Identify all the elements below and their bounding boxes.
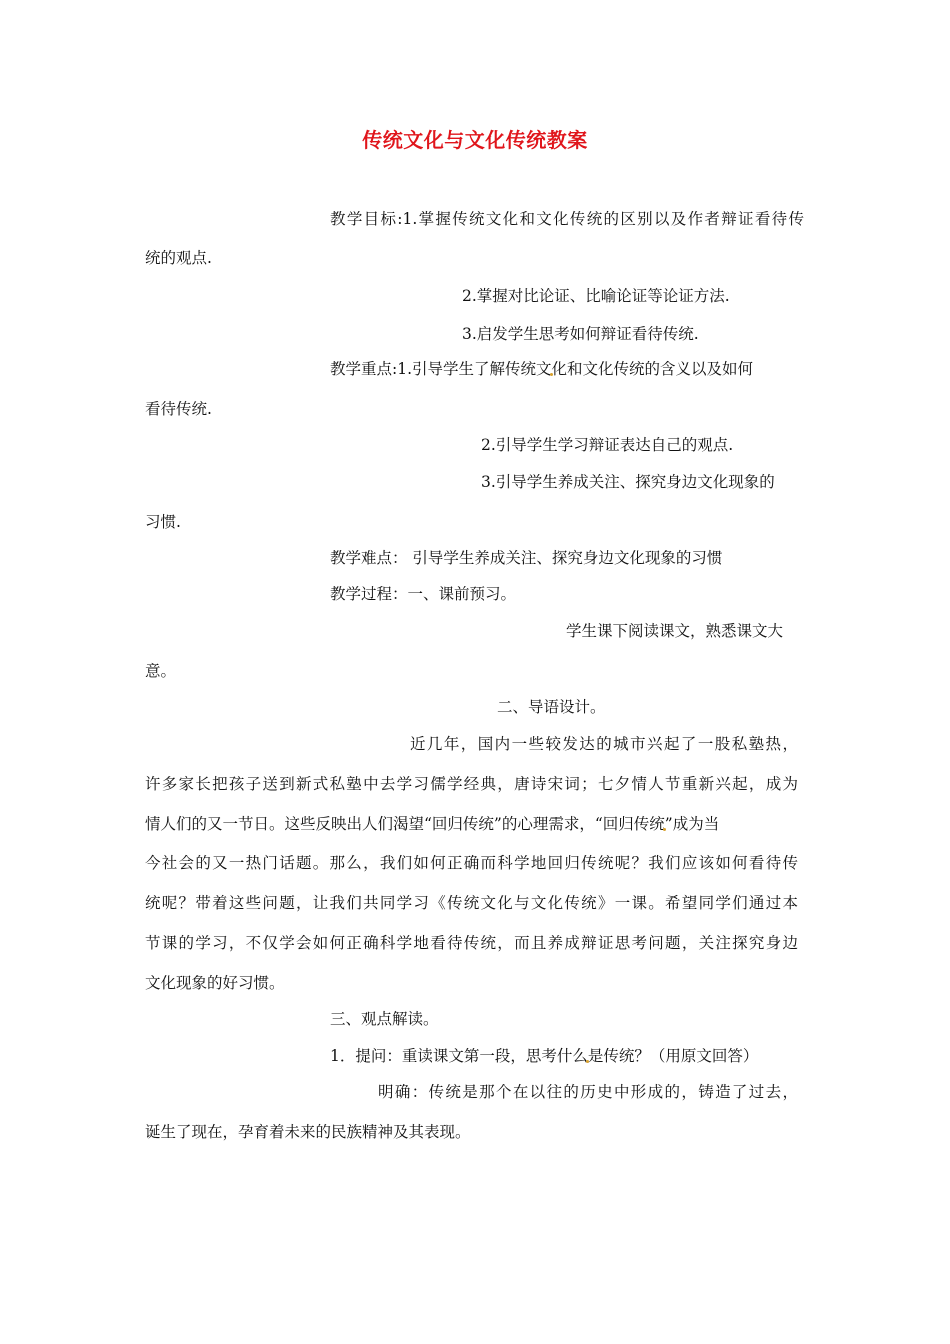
- key-points-item-3-continued: 习惯.: [145, 513, 181, 531]
- question-part-b: 是传统？（用原文回答）: [587, 1047, 759, 1065]
- process-step-1: 教学过程：一、课前预习。: [330, 585, 517, 603]
- key-points-line-1-part-a: 教学重点:1.引导学生了解传统文: [330, 360, 552, 378]
- key-points-item-2: 2.引导学生学习辩证表达自己的观点.: [481, 436, 734, 454]
- difficulty-line: 教学难点： 引导学生养成关注、探究身边文化现象的习惯: [330, 549, 723, 567]
- objectives-item-2: 2.掌握对比论证、比喻论证等论证方法.: [462, 287, 730, 305]
- question-line: [330, 1046, 758, 1066]
- answer-line-1: 明确：传统是那个在以往的历史中形成的，铸造了过去，: [378, 1083, 798, 1101]
- process-step-3: 三、观点解读。: [330, 1010, 439, 1028]
- objectives-line-1: 教学目标:1.掌握传统文化和文化传统的区别以及作者辩证看待传: [330, 210, 804, 228]
- intro-line-5: 统呢？带着这些问题，让我们共同学习《传统文化与文化传统》一课。希望同学们通过本: [145, 894, 798, 912]
- page-title: 传统文化与文化传统教案: [362, 128, 588, 152]
- intro-line-2: 许多家长把孩子送到新式私塾中去学习儒学经典，唐诗宋词；七夕情人节重新兴起，成为: [145, 775, 798, 793]
- key-points-line-1: [330, 359, 753, 379]
- question-part-a: 1．提问：重读课文第一段，思考什么: [330, 1047, 588, 1065]
- process-step-1-detail: 学生课下阅读课文，熟悉课文大: [566, 622, 784, 640]
- intro-line-4: 今社会的又一热门话题。那么，我们如何正确而科学地回归传统呢？我们应该如何看待传: [145, 854, 798, 872]
- objectives-line-1-continued: 统的观点.: [145, 249, 212, 267]
- intro-line-3-part-b: ”成为当: [664, 815, 720, 833]
- key-points-line-1-continued: 看待传统.: [145, 400, 212, 418]
- intro-line-6: 节课的学习，不仅学会如何正确科学地看待传统，而且养成辩证思考问题，关注探究身边: [145, 934, 798, 952]
- key-points-line-1-part-b: 化和文化传统的含义以及如何: [551, 360, 754, 378]
- objectives-item-3: 3.启发学生思考如何辩证看待传统.: [462, 325, 699, 343]
- process-step-1-detail-continued: 意。: [145, 662, 177, 680]
- intro-line-3-part-a: 情人们的又一节日。这些反映出人们渴望“回归传统”的心理需求，“回归传统: [145, 815, 665, 833]
- intro-line-3: [145, 814, 719, 834]
- process-step-2: 二、导语设计。: [497, 698, 606, 716]
- answer-line-2: 诞生了现在，孕育着未来的民族精神及其表现。: [145, 1123, 471, 1141]
- intro-line-1: 近几年，国内一些较发达的城市兴起了一股私塾热，: [410, 735, 798, 753]
- key-points-item-3: 3.引导学生养成关注、探究身边文化现象的: [481, 473, 775, 491]
- intro-line-7: 文化现象的好习惯。: [145, 974, 285, 992]
